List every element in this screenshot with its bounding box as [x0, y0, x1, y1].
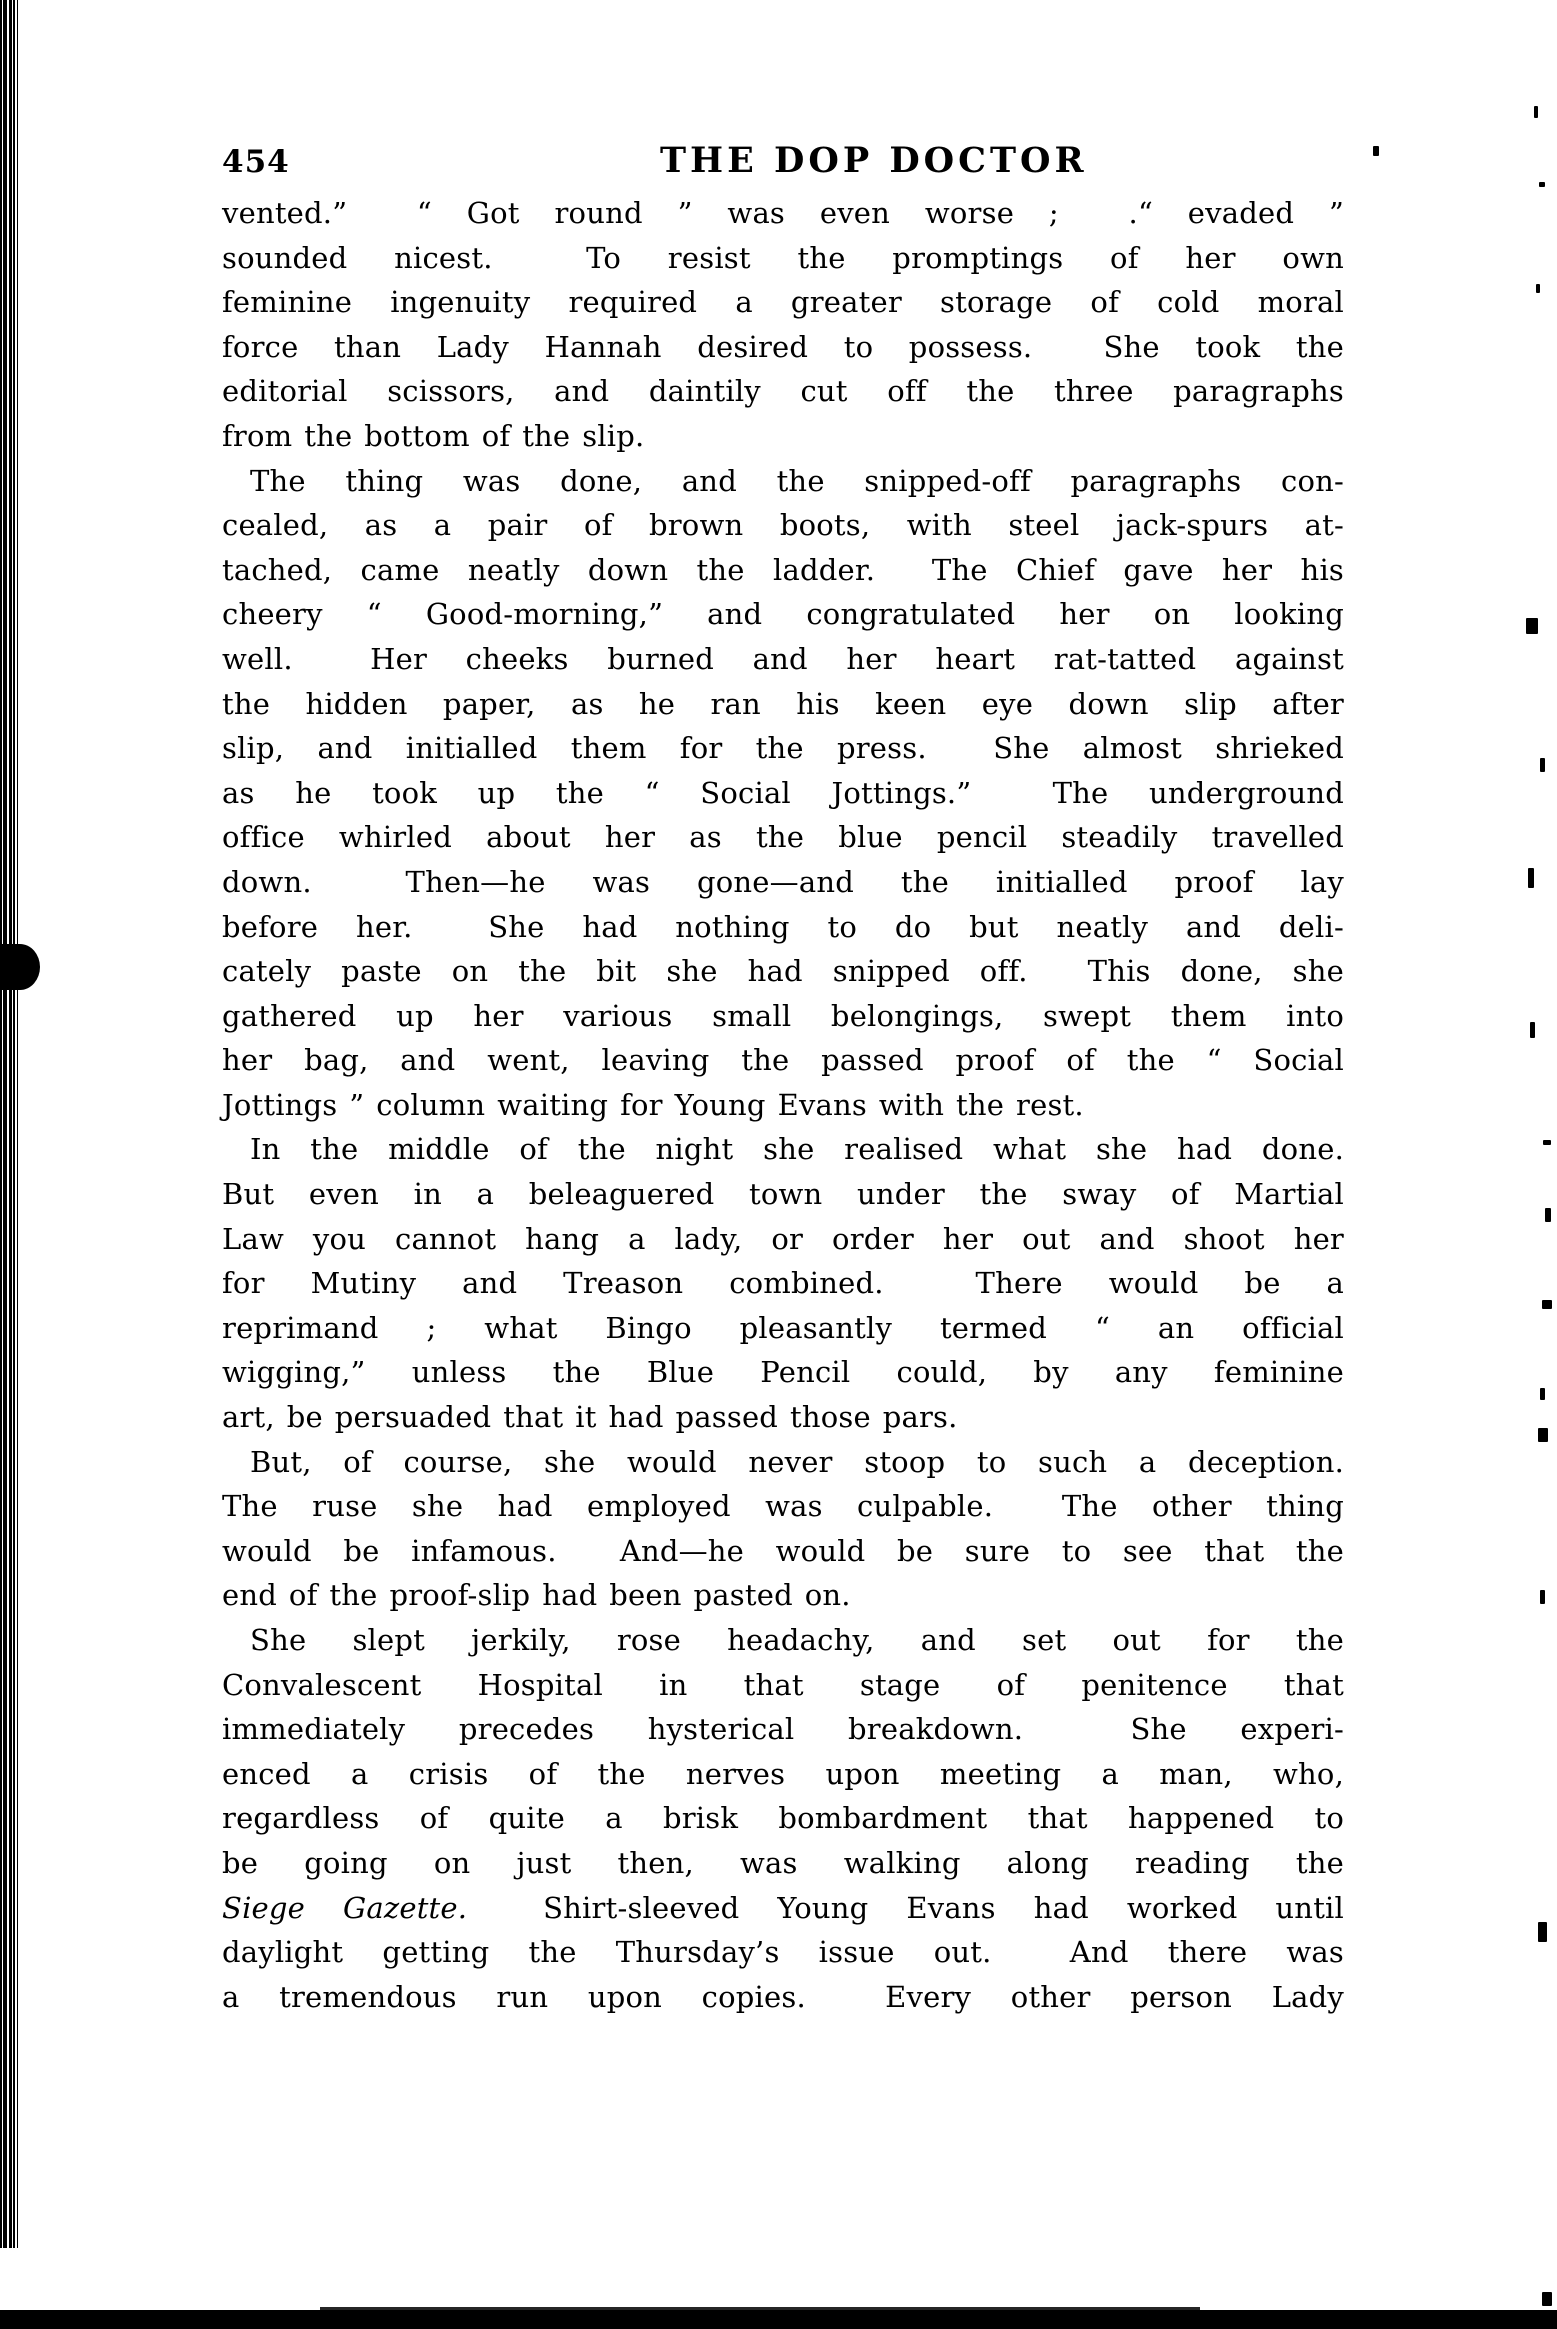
- scan-speck: [1526, 618, 1538, 634]
- text-line: would be infamous. And—he would be sure to see that the: [222, 1533, 1344, 1568]
- text-line: down. Then—he was gone—and the initialled proof lay: [222, 864, 1344, 899]
- scan-speck: [1373, 146, 1379, 156]
- text-line: feminine ingenuity required a greater storage of cold moral: [222, 285, 1344, 320]
- scan-speck: [1538, 1922, 1547, 1942]
- bottom-scan-band: [0, 2310, 1557, 2329]
- scan-speck: [1540, 758, 1545, 772]
- text-line: well. Her cheeks burned and her heart rat-tatted against: [222, 641, 1344, 676]
- text-line: art, be persuaded that it had passed those pars.: [222, 1400, 958, 1435]
- scan-speck: [1528, 868, 1534, 888]
- text-line: enced a crisis of the nerves upon meeting a man, who,: [222, 1756, 1344, 1791]
- text-line: But, of course, she would never stoop to such a deception.: [250, 1444, 1344, 1479]
- text-line: immediately precedes hysterical breakdown. She experi-: [222, 1712, 1344, 1747]
- scan-speck: [1530, 1022, 1535, 1038]
- text-line: Law you cannot hang a lady, or order her out and shoot her: [222, 1221, 1344, 1256]
- italic-text: Siege Gazette.: [222, 1890, 468, 1925]
- text-line: her bag, and went, leaving the passed proof of the “ Social: [222, 1043, 1344, 1078]
- text-line: But even in a beleaguered town under the sway of Martial: [222, 1177, 1344, 1212]
- text-line: be going on just then, was walking along reading the: [222, 1845, 1344, 1880]
- text-line: She slept jerkily, rose headachy, and set out for the: [250, 1623, 1344, 1657]
- paragraph: [222, 1440, 1344, 1618]
- text-line: from the bottom of the slip.: [222, 418, 645, 453]
- text-line: office whirled about her as the blue pencil steadily travelled: [222, 820, 1344, 855]
- scan-speck: [1534, 106, 1538, 118]
- scan-speck: [1545, 1208, 1551, 1222]
- text-line: editorial scissors, and daintily cut off the three paragraphs: [222, 374, 1344, 409]
- text-line: daylight getting the Thursday’s issue out. And there was: [222, 1935, 1344, 1970]
- text-line: the hidden paper, as he ran his keen eye down slip after: [222, 686, 1344, 721]
- text-line: sounded nicest. To resist the promptings of her own: [222, 240, 1344, 275]
- text-block: [222, 191, 1344, 2019]
- scan-speck: [1540, 1590, 1545, 1604]
- text-line: reprimand ; what Bingo pleasantly termed “ an official: [222, 1310, 1344, 1345]
- paragraph: [222, 1127, 1344, 1439]
- text-line: Convalescent Hospital in that stage of penitence that: [222, 1667, 1344, 1702]
- scan-speck: [1542, 1300, 1552, 1309]
- text-line: end of the proof-slip had been pasted on.: [222, 1578, 851, 1613]
- binding-ink-blob: [0, 944, 40, 990]
- text-segment: Shirt-sleeved Young Evans had worked until: [467, 1890, 1344, 1925]
- text-line: a tremendous run upon copies. Every other person Lady: [222, 1979, 1344, 2014]
- text-line: before her. She had nothing to do but neatly and deli-: [222, 909, 1344, 944]
- text-line: slip, and initialled them for the press. She almost shrieked: [222, 731, 1344, 766]
- text-line: as he took up the “ Social Jottings.” The underground: [222, 775, 1344, 810]
- text-line: In the middle of the night she realised what she had done.: [250, 1132, 1344, 1167]
- scan-speck: [1539, 182, 1545, 187]
- scan-speck: [1536, 284, 1540, 293]
- paragraph: [222, 459, 1344, 1128]
- text-line: The ruse she had employed was culpable. The other thing: [222, 1489, 1344, 1524]
- text-line: cheery “ Good-morning,” and congratulated her on looking: [222, 597, 1344, 632]
- paragraph: [222, 1618, 1344, 2019]
- paragraph: [222, 191, 1344, 459]
- text-line: regardless of quite a brisk bombardment that happened to: [222, 1801, 1344, 1836]
- scan-speck: [1542, 2292, 1552, 2306]
- page-number: 454: [222, 144, 290, 180]
- binding-shadow: [0, 0, 22, 2248]
- text-line: Jottings ” column waiting for Young Evans with the rest.: [222, 1087, 1084, 1122]
- scan-speck: [1540, 1388, 1545, 1400]
- text-line: cately paste on the bit she had snipped off. This done, she: [222, 954, 1344, 989]
- page-header: [222, 140, 1344, 188]
- text-line: vented.” “ Got round ” was even worse ; .“ evaded ”: [222, 196, 1344, 230]
- text-line: The thing was done, and the snipped-off paragraphs con-: [250, 463, 1344, 498]
- text-line: gathered up her various small belongings, swept them into: [222, 998, 1344, 1033]
- text-line: tached, came neatly down the ladder. The Chief gave her his: [222, 552, 1344, 587]
- text-line: [222, 1886, 1344, 1931]
- text-line: force than Lady Hannah desired to possess. She took the: [222, 329, 1344, 364]
- text-line: cealed, as a pair of brown boots, with steel jack-spurs at-: [222, 508, 1344, 543]
- scan-speck: [1538, 1428, 1548, 1442]
- running-title: THE DOP DOCTOR: [660, 140, 1088, 181]
- scan-speck: [1543, 1140, 1551, 1145]
- text-line: for Mutiny and Treason combined. There would be a: [222, 1266, 1344, 1301]
- text-line: wigging,” unless the Blue Pencil could, by any feminine: [222, 1355, 1344, 1390]
